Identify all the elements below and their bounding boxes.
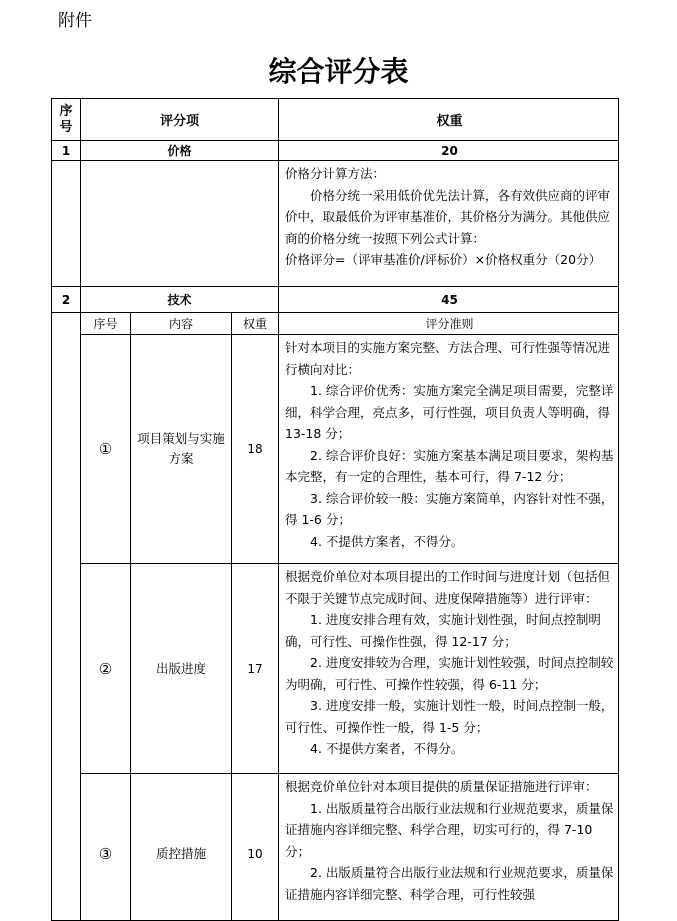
item-1-seq: ① [81,335,131,564]
criteria-intro: 根据竞价单位针对本项目提供的质量保证措施进行评审： [285,779,598,794]
price-method-text [279,161,619,287]
criteria-line: 2. 综合评价良好：实施方案基本满足项目要求，架构基本完整，有一定的合理性，基本可行，得 7-12 分； [285,447,614,484]
price-formula: 价格评分=（评审基准价/评标价）×价格权重分（20分） [285,252,602,267]
price-name: 价格 [81,141,279,161]
item-2-weight: 17 [232,564,279,774]
price-desc-seq-empty [52,161,81,287]
sub-header-weight: 权重 [232,313,279,335]
item-2-content: 出版进度 [131,564,232,774]
price-method-body: 价格分统一采用低价优先法计算，各有效供应商的评审价中，取最低价为评审基准价，其价格分为满分。其他供应商的价格分统一按照下列公式计算： [285,187,611,246]
header-weight: 权重 [279,99,619,141]
price-seq: 1 [52,141,81,161]
criteria-line: 3. 综合评价较一般：实施方案简单，内容针对性不强，得 1-6 分； [285,490,614,527]
criteria-line: 2. 进度安排较为合理，实施计划性较强，时间点控制较为明确，可行性、可操作性较强，得 6-11 分； [285,655,614,692]
item-1-criteria [279,335,619,564]
price-method-heading: 价格分计算方法： [285,166,386,181]
item-1-content: 项目策划与实施方案 [131,335,232,564]
criteria-line: 1. 出版质量符合出版行业法规和行业规范要求，质量保证措施内容详细完整、科学合理，切实可行的，得 7-10 分； [285,800,614,859]
attachment-label: 附件 [58,11,92,31]
tech-weight: 45 [279,287,619,313]
criteria-line: 1. 综合评价优秀：实施方案完全满足项目需要，完整详细，科学合理，亮点多，可行性强，项目负责人等明确，得 13-18 分； [285,383,614,441]
item-3-seq: ③ [81,774,131,921]
sub-header-content: 内容 [131,313,232,335]
scoring-table [51,98,619,921]
item-2-seq: ② [81,564,131,774]
header-item: 评分项 [81,99,279,141]
item-3-content: 质控措施 [131,774,232,921]
criteria-intro: 针对本项目的实施方案完整、方法合理、可行性强等情况进行横向对比： [285,340,611,377]
criteria-line: 1. 进度安排合理有效，实施计划性强，时间点控制明确，可行性、可操作性强，得 12-17 分； [285,612,601,649]
item-2-criteria [279,564,619,774]
item-1-weight: 18 [232,335,279,564]
page-title: 综合评分表 [268,55,409,88]
tech-seq: 2 [52,287,81,313]
price-weight: 20 [279,141,619,161]
criteria-line: 4. 不提供方案者，不得分。 [310,741,464,756]
sub-header-seq: 序号 [81,313,131,335]
item-3-criteria [279,774,619,921]
criteria-line: 4. 不提供方案者，不得分。 [310,533,464,549]
price-desc-item-empty [81,161,279,287]
sub-header-criteria: 评分准则 [279,313,619,335]
item-3-weight: 10 [232,774,279,921]
criteria-intro: 根据竞价单位对本项目提出的工作时间与进度计划（包括但不限于关键节点完成时间、进度保障措施等）进行评审： [285,569,611,606]
tech-name: 技术 [81,287,279,313]
tech-seq-empty [52,313,81,921]
criteria-line: 3. 进度安排一般，实施计划性一般，时间点控制一般，可行性、可操作性一般，得 1-5 分； [285,698,614,735]
criteria-line: 2. 出版质量符合出版行业法规和行业规范要求，质量保证措施内容详细完整、科学合理，可行性较强 [285,865,614,902]
header-seq: 序号 [52,99,81,141]
